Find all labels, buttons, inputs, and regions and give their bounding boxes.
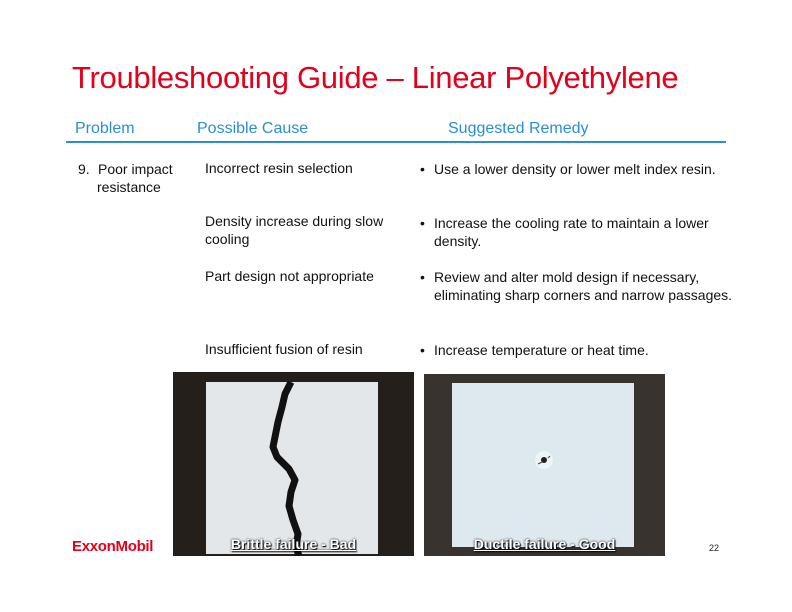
- cause-row-1: Incorrect resin selection: [205, 160, 353, 176]
- column-header-problem: Problem: [75, 120, 135, 137]
- column-header-cause: Possible Cause: [197, 120, 309, 137]
- cause-row-2: Density increase during slow cooling: [205, 213, 384, 247]
- remedy-text: Review and alter mold design if necessary, eliminating sharp corners and narrow passages.: [434, 269, 733, 303]
- remedy-row-4: [420, 341, 734, 359]
- cause-row-3: Part design not appropriate: [205, 268, 374, 284]
- header-divider: [66, 141, 726, 143]
- problem-cell: [78, 160, 198, 196]
- column-header-remedy: Suggested Remedy: [448, 120, 589, 137]
- exxonmobil-logo: ExxonMobil: [72, 538, 154, 555]
- cause-row-4: Insufficient fusion of resin: [205, 341, 363, 357]
- problem-text-line2: resistance: [97, 179, 161, 195]
- bullet: •: [420, 269, 425, 285]
- problem-text-line1: Poor impact: [98, 161, 173, 177]
- problem-number: 9.: [78, 161, 90, 177]
- puncture-mark: [424, 374, 665, 556]
- remedy-row-2: [420, 214, 734, 250]
- remedy-row-1: [420, 160, 734, 178]
- bullet: •: [420, 161, 425, 177]
- remedy-text: Increase temperature or heat time.: [434, 342, 649, 358]
- brittle-failure-photo: [173, 372, 414, 556]
- remedy-row-3: [420, 268, 734, 304]
- bullet: •: [420, 215, 425, 231]
- remedy-text: Use a lower density or lower melt index resin.: [434, 161, 716, 177]
- ductile-failure-photo: [424, 374, 665, 556]
- brittle-caption: Brittle failure - Bad: [230, 536, 357, 552]
- slide-title: Troubleshooting Guide – Linear Polyethylene: [72, 60, 679, 95]
- page-number: 22: [709, 543, 720, 553]
- crack-line: [173, 372, 414, 556]
- ductile-caption: Ductile failure - Good: [473, 536, 616, 552]
- bullet: •: [420, 342, 425, 358]
- remedy-text: Increase the cooling rate to maintain a lower density.: [434, 215, 709, 249]
